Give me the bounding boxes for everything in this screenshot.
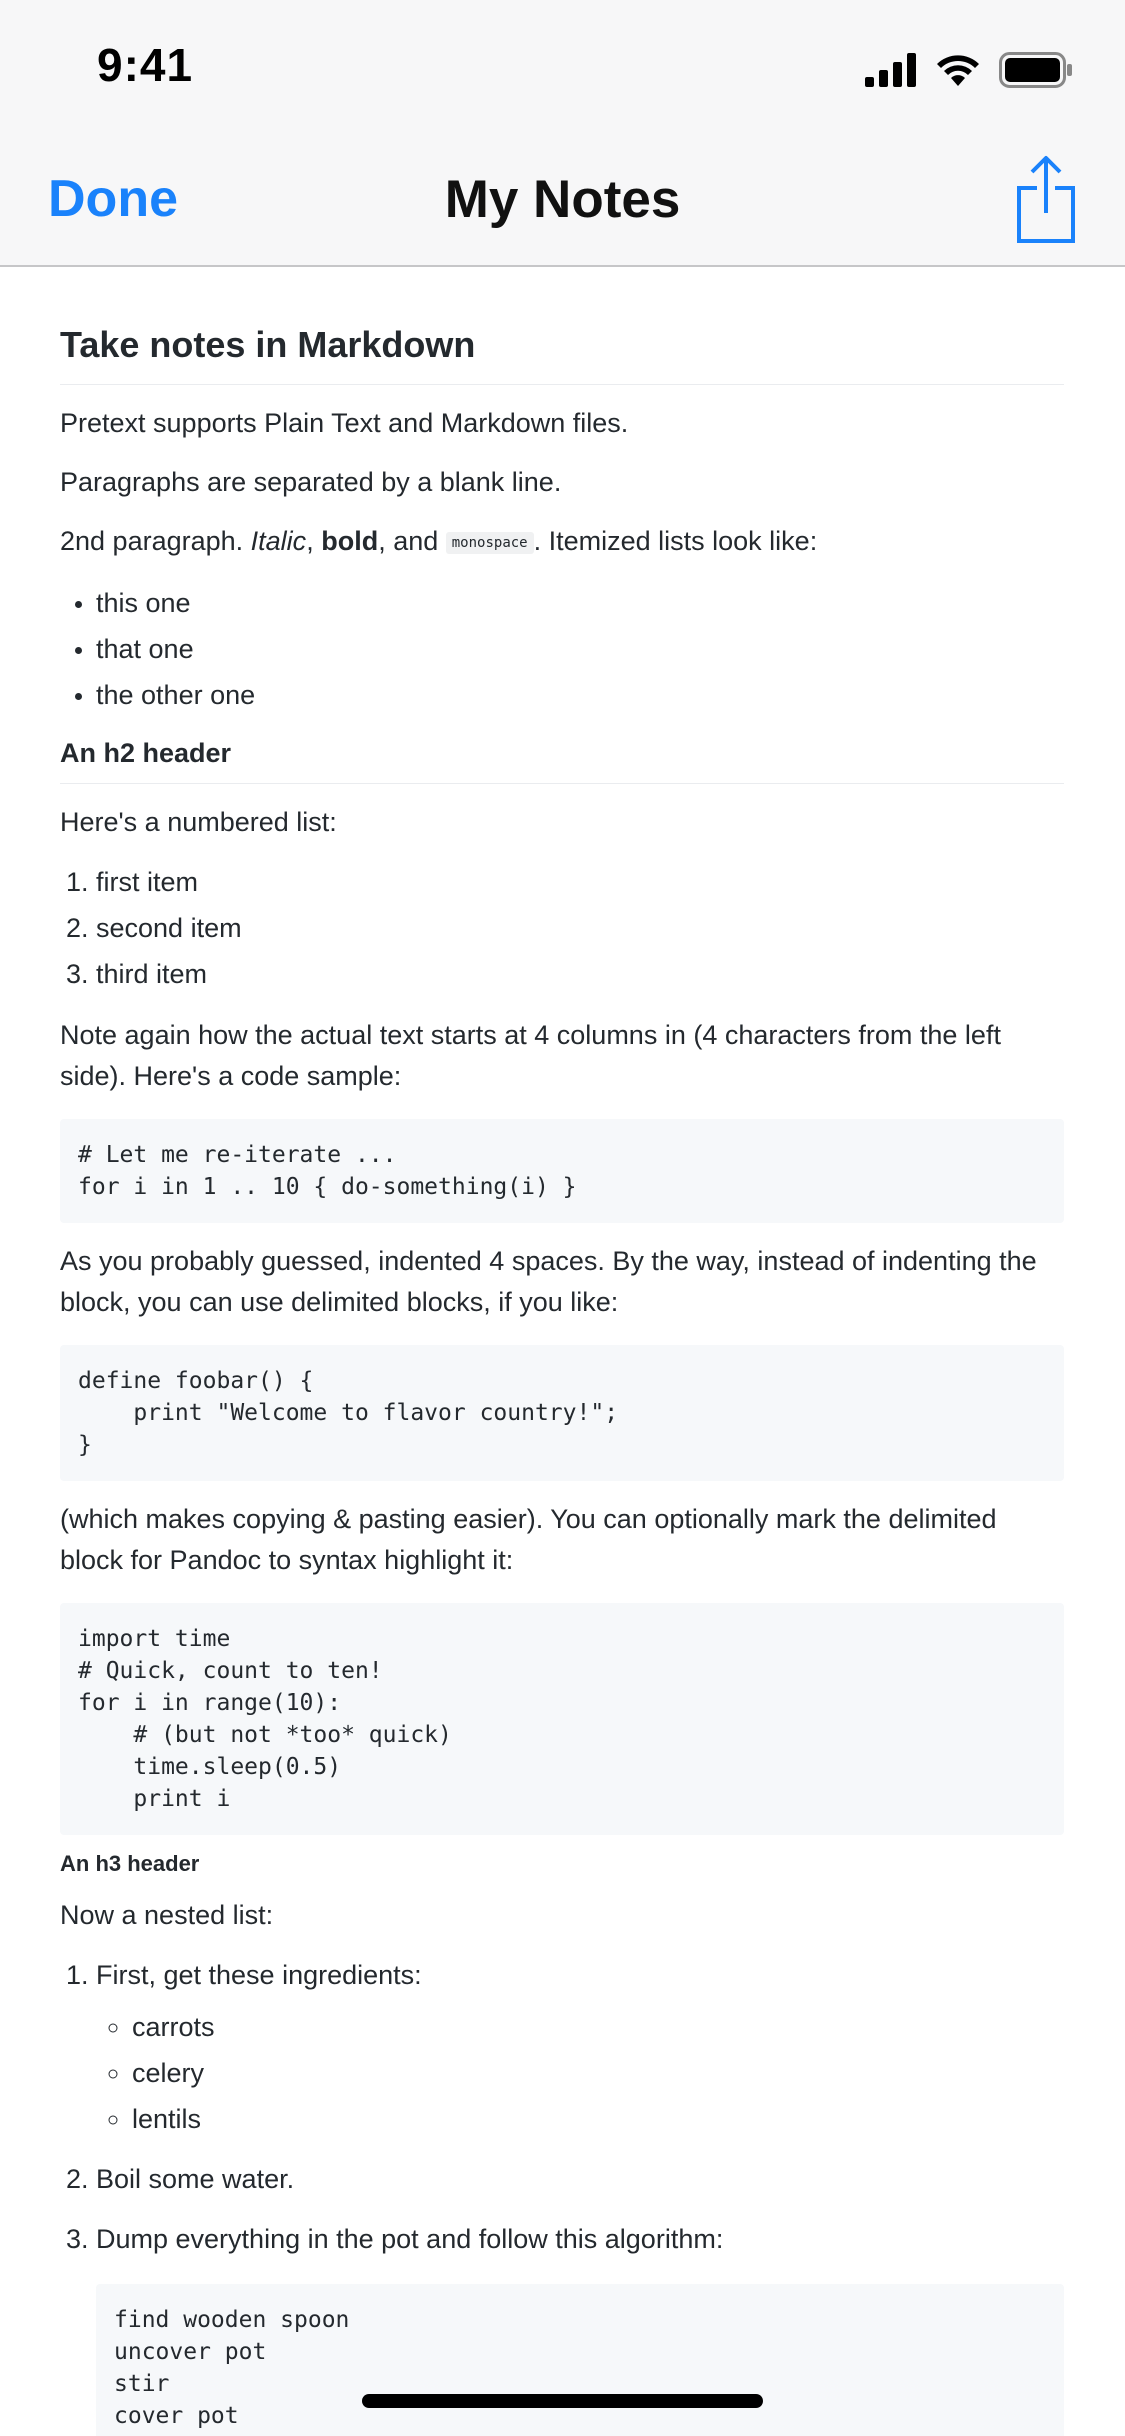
paragraph: As you probably guessed, indented 4 spaces. By the way, instead of indenting the block, you can use delimited blocks, if you like: bbox=[60, 1245, 1037, 1317]
text: . Itemized lists look like: bbox=[533, 526, 818, 557]
list-item: • this one bbox=[96, 580, 1064, 626]
list-item: • that one bbox=[96, 626, 1064, 672]
cellular-signal-icon bbox=[865, 53, 917, 87]
paragraph: Here's a numbered list: bbox=[60, 806, 337, 837]
paragraph: Pretext supports Plain Text and Markdown files. bbox=[60, 408, 629, 439]
code-block: # Let me re-iterate ... for i in 1 .. 10 { do-something(i) } bbox=[60, 1119, 1064, 1223]
sub-list-item: ◦ carrots bbox=[132, 2004, 1064, 2050]
code-block: find wooden spoon uncover pot stir cover pot bbox=[96, 2284, 1064, 2436]
list-item bbox=[96, 2156, 1064, 2202]
nested-numbered-list bbox=[60, 1952, 1064, 2436]
list-item-label: Boil some water. bbox=[96, 2163, 295, 2194]
sub-list-item: ◦ lentils bbox=[132, 2096, 1064, 2142]
document-heading-h1: Take notes in Markdown bbox=[60, 323, 1064, 385]
text: , and bbox=[378, 526, 446, 557]
code-block: define foobar() { print "Welcome to flavor country!"; } bbox=[60, 1345, 1064, 1481]
document-heading-h2: An h2 header bbox=[60, 738, 1064, 784]
code-block: import time # Quick, count to ten! for i in range(10): # (but not *too* quick) time.sleep(0.5) print i bbox=[60, 1603, 1064, 1835]
markdown-document[interactable] bbox=[60, 267, 1064, 2436]
list-item: 1. first item bbox=[96, 859, 1064, 905]
list-item-label: First, get these ingredients: bbox=[96, 1959, 422, 1990]
list-item: 3. third item bbox=[96, 951, 1064, 997]
inline-code: monospace bbox=[446, 532, 534, 554]
paragraph: (which makes copying & pasting easier). You can optionally mark the delimited block for Pandoc to syntax highlight it: bbox=[60, 1503, 997, 1575]
sub-list-item: ◦ celery bbox=[132, 2050, 1064, 2096]
list-item: • the other one bbox=[96, 672, 1064, 718]
text: 2nd paragraph. bbox=[60, 526, 251, 557]
navigation-bar bbox=[0, 135, 1125, 267]
text: , bbox=[306, 526, 322, 557]
battery-icon bbox=[999, 52, 1073, 88]
paragraph-formatting bbox=[60, 521, 1064, 563]
page-title: My Notes bbox=[444, 170, 681, 229]
paragraph: Paragraphs are separated by a blank line. bbox=[60, 467, 562, 498]
share-icon[interactable] bbox=[1015, 155, 1077, 245]
list-item-label: Dump everything in the pot and follow this algorithm: bbox=[96, 2223, 724, 2254]
italic-text: Italic bbox=[250, 526, 307, 557]
wifi-icon bbox=[935, 53, 981, 87]
numbered-list bbox=[60, 859, 1064, 997]
done-button[interactable]: Done bbox=[48, 170, 178, 228]
status-bar bbox=[0, 0, 1125, 135]
sub-list bbox=[96, 2004, 1064, 2142]
document-heading-h3: An h3 header bbox=[60, 1850, 200, 1876]
paragraph: Note again how the actual text starts at 4 columns in (4 characters from the left side). Here's a code sample: bbox=[60, 1019, 1001, 1091]
paragraph: Now a nested list: bbox=[60, 1899, 274, 1930]
home-indicator[interactable] bbox=[362, 2394, 763, 2408]
list-item: 2. second item bbox=[96, 905, 1064, 951]
status-icons bbox=[865, 50, 1073, 90]
status-time: 9:41 bbox=[97, 39, 194, 91]
bullet-list bbox=[60, 580, 1064, 718]
list-item bbox=[96, 1952, 1064, 2142]
bold-text: bold bbox=[321, 526, 379, 557]
